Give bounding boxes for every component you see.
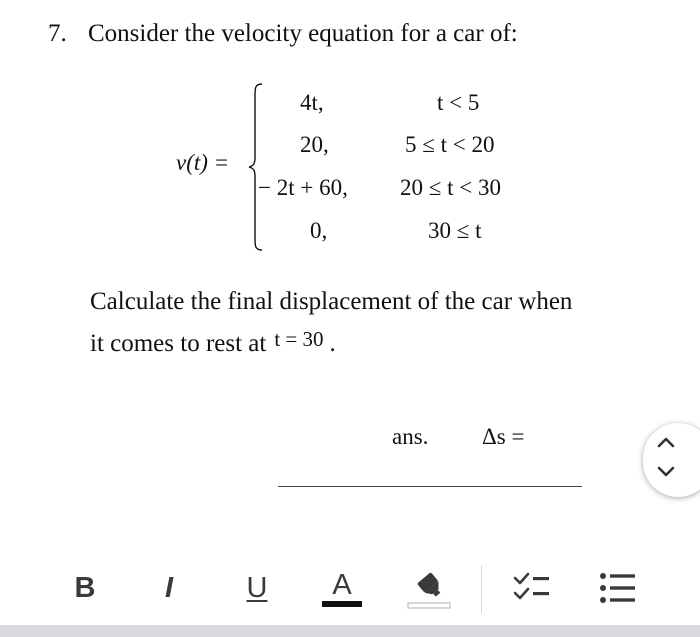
task-line-2: [90, 327, 336, 358]
case-expression: 0,: [310, 218, 328, 243]
text-color-icon: A: [332, 568, 352, 601]
task-line-2-text: it comes to rest at: [90, 330, 267, 357]
question-prompt: Consider the velocity equation for a car of:: [88, 20, 518, 47]
case-expression: − 2t + 60,: [258, 175, 348, 200]
case-condition: 20 ≤ t < 30: [400, 175, 501, 200]
case-expression: 20,: [300, 132, 329, 157]
answer-variable: Δs =: [482, 424, 525, 449]
bold-icon: B: [74, 571, 96, 604]
underline-button[interactable]: [240, 566, 274, 610]
task-end-punct: .: [329, 330, 336, 357]
checklist-icon: [512, 570, 552, 606]
highlighter-icon: [404, 566, 454, 610]
answer-label: ans.: [392, 424, 429, 449]
text-color-button[interactable]: [320, 566, 364, 610]
chevron-down-icon[interactable]: [657, 465, 675, 479]
task-line-1: Calculate the final displacement of the car when: [90, 288, 573, 315]
case-expression: 4t,: [300, 90, 324, 115]
bottom-bar: [0, 625, 700, 637]
page-navigation: [643, 423, 700, 497]
toolbar-separator: [481, 565, 482, 613]
text-color-swatch: [322, 601, 362, 607]
question-title: [48, 20, 518, 48]
case-condition: 30 ≤ t: [428, 218, 482, 243]
left-brace: [248, 82, 264, 252]
case-condition: 5 ≤ t < 20: [405, 132, 495, 157]
bullet-list-icon: [598, 570, 638, 606]
italic-button[interactable]: [154, 566, 184, 610]
checklist-button[interactable]: [512, 566, 552, 610]
underline-icon: U: [246, 571, 268, 604]
chevron-up-icon[interactable]: [657, 435, 675, 449]
case-condition: t < 5: [437, 90, 480, 115]
answer-line: [278, 486, 582, 487]
question-number: 7.: [48, 20, 67, 47]
italic-icon: I: [164, 571, 174, 604]
function-label: v(t) =: [176, 150, 230, 175]
highlight-button[interactable]: [404, 566, 454, 610]
inline-math: t = 30: [274, 327, 324, 351]
bold-button[interactable]: [70, 566, 100, 610]
bullet-list-button[interactable]: [598, 566, 638, 610]
